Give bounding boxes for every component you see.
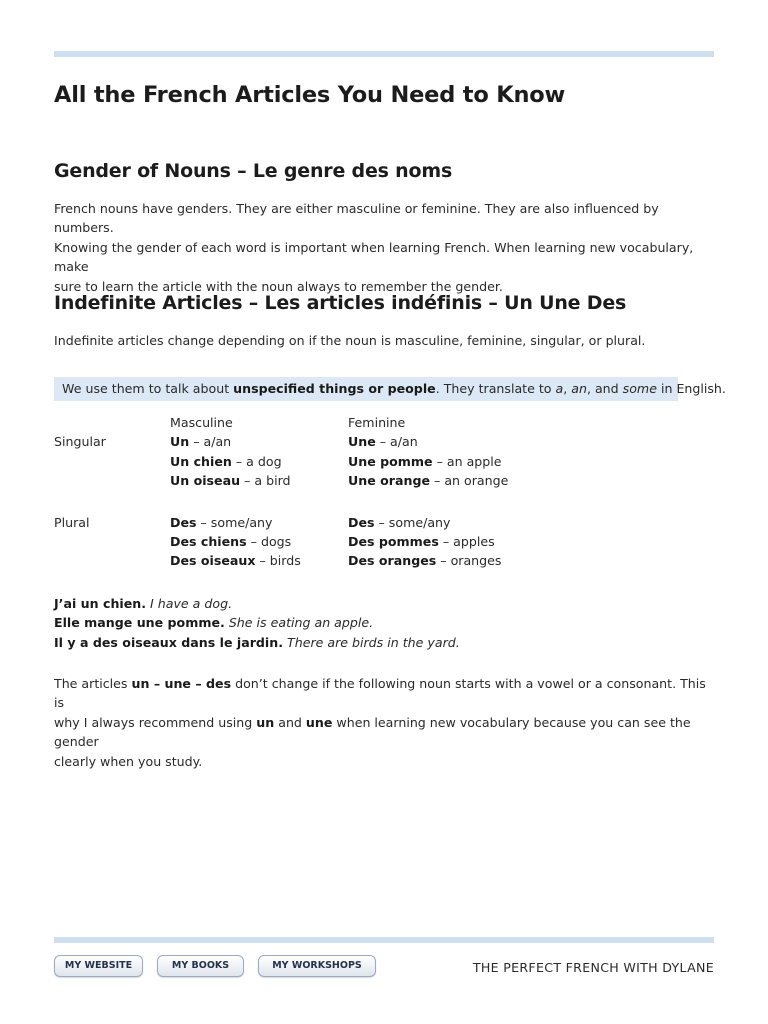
article-translation: – a dog [231, 454, 282, 469]
article-translation: – birds [255, 553, 301, 568]
highlight-note [54, 377, 726, 401]
my-books-button[interactable]: MY BOOKS [157, 955, 244, 977]
row-label-singular: Singular [54, 434, 106, 449]
footer-divider [54, 937, 714, 943]
closing-text: don’t change if the following noun starts with a vowel or a consonant. This is [54, 676, 706, 711]
article-term: Des oiseaux [170, 553, 256, 568]
article-translation: – a/an [189, 434, 232, 449]
article-term: Une [348, 434, 376, 449]
closing-text: and [274, 714, 306, 730]
example-french: J’ai un chien. [54, 596, 147, 611]
article-term: Un chien [170, 454, 232, 469]
article-term: Un [170, 434, 190, 449]
example-french: Il y a des oiseaux dans le jardin. [54, 634, 283, 650]
article-term: Des [348, 515, 375, 530]
note-text: We use them to talk about [62, 381, 234, 396]
table-cell [170, 513, 272, 532]
closing-bold: un [256, 714, 275, 730]
table-cell [348, 471, 508, 490]
closing-text: The articles [54, 676, 132, 691]
indefinite-intro: Indefinite articles change depending on if the noun is masculine, feminine, singular, or plural. [54, 333, 646, 348]
table-cell [170, 551, 301, 570]
note-text: , [563, 381, 572, 396]
article-translation: – an orange [430, 473, 509, 488]
article-term: Des pommes [348, 534, 439, 549]
article-translation: – a/an [375, 434, 418, 449]
table-cell [348, 532, 495, 551]
note-italic: an [571, 381, 587, 396]
table-cell [170, 452, 282, 471]
table-cell [170, 532, 291, 551]
header-divider [54, 51, 714, 57]
gender-paragraph-line: sure to learn the article with the noun always to remember the gender. [54, 278, 503, 294]
my-website-button[interactable]: MY WEBSITE [54, 955, 143, 977]
note-italic: some [622, 381, 657, 396]
indefinite-heading: Indefinite Articles – Les articles indéfinis – Un Une Des [54, 292, 627, 314]
closing-line [54, 674, 714, 713]
example-french: Elle mange une pomme. [54, 615, 225, 631]
table-cell [348, 551, 501, 570]
footer-brand: THE PERFECT FRENCH WITH DYLANE [472, 960, 714, 975]
article-translation: – an apple [432, 454, 502, 469]
column-header-masculine: Masculine [170, 415, 233, 430]
example-english: She is eating an apple. [228, 615, 374, 631]
closing-text: why I always recommend using [54, 714, 257, 730]
note-text: , and [586, 381, 623, 396]
gender-paragraph-line: Knowing the gender of each word is important when learning French. When learning new vocabulary, make [54, 239, 694, 275]
example-sentences [54, 594, 460, 652]
example-english: I have a dog. [150, 596, 233, 611]
example-english: There are birds in the yard. [287, 634, 460, 650]
article-term: Des [170, 515, 197, 530]
example-sentence [54, 633, 460, 652]
table-cell [170, 432, 231, 451]
gender-paragraph-line: French nouns have genders. They are either masculine or feminine. They are also influenced by numbers. [54, 201, 659, 236]
article-term: Des chiens [170, 534, 247, 549]
article-translation: – a bird [240, 473, 291, 488]
example-sentence [54, 613, 460, 632]
closing-bold: une [305, 714, 333, 730]
article-translation: – some/any [374, 515, 451, 530]
article-term: Un oiseau [170, 473, 241, 488]
article-term: Une orange [348, 473, 431, 488]
gender-paragraph [54, 199, 714, 296]
article-term: Des oranges [348, 553, 437, 568]
note-text: in English. [656, 381, 726, 396]
closing-line [54, 713, 714, 752]
note-bold: unspecified things or people [233, 381, 436, 396]
article-translation: – oranges [436, 553, 502, 568]
table-cell [170, 471, 291, 490]
closing-text: when learning new vocabulary because you can see the gender [54, 714, 691, 750]
gender-heading: Gender of Nouns – Le genre des noms [54, 160, 453, 182]
column-header-feminine: Feminine [348, 415, 406, 430]
my-workshops-button[interactable]: MY WORKSHOPS [258, 955, 376, 977]
article-translation: – apples [438, 534, 495, 549]
note-italic: a [555, 381, 564, 396]
closing-line: clearly when you study. [54, 753, 203, 769]
closing-paragraph [54, 674, 714, 771]
table-cell [348, 432, 418, 451]
table-cell [348, 452, 502, 471]
table-cell [348, 513, 450, 532]
article-term: Une pomme [348, 454, 433, 469]
closing-bold: un – une – des [131, 676, 232, 691]
article-translation: – dogs [246, 534, 292, 549]
article-translation: – some/any [196, 515, 273, 530]
example-sentence [54, 594, 460, 613]
note-text: . They translate to [435, 381, 556, 396]
page-title: All the French Articles You Need to Know [54, 82, 566, 108]
row-label-plural: Plural [54, 515, 90, 530]
